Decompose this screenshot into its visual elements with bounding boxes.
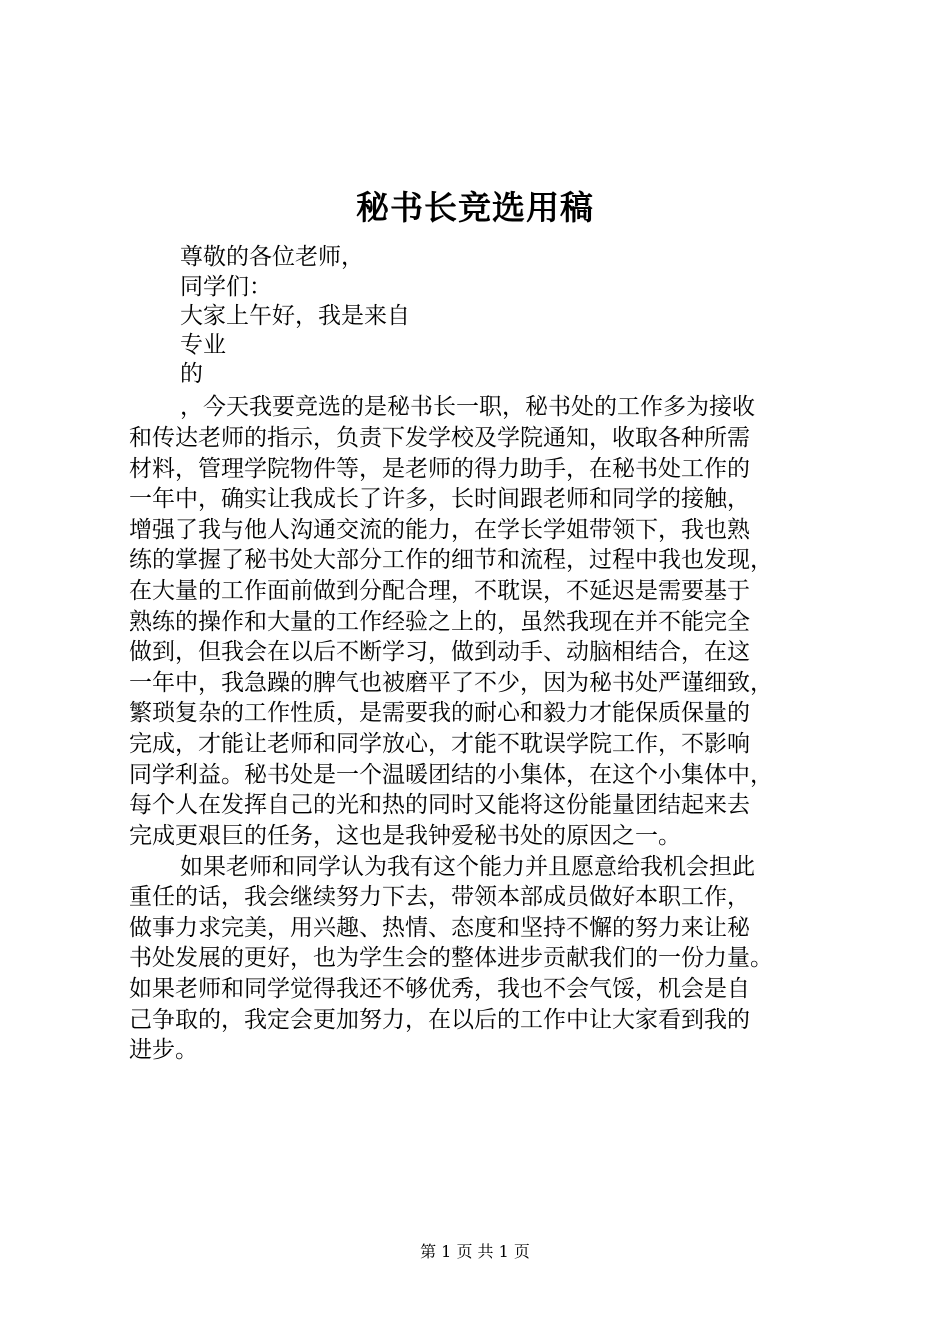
- paragraph1-line: ，今天我要竞选的是秘书长一职，秘书处的工作多为接收: [180, 394, 755, 420]
- paragraph1-line: 熟练的操作和大量的工作经验之上的，虽然我现在并不能完全: [129, 609, 750, 635]
- paragraph1-line: 繁琐复杂的工作性质，是需要我的耐心和毅力才能保质保量的: [129, 700, 750, 726]
- paragraph1-line: 一年中，我急躁的脾气也被磨平了不少，因为秘书处严谨细致，: [129, 670, 773, 696]
- greeting-line: 同学们：: [180, 274, 272, 300]
- paragraph2-line: 己争取的，我定会更加努力，在以后的工作中让大家看到我的: [129, 1007, 750, 1033]
- page-footer: 第 1 页 共 1 页: [420, 1242, 530, 1261]
- paragraph1-line: 增强了我与他人沟通交流的能力，在学长学姐带领下，我也熟: [129, 517, 750, 543]
- paragraph1-line: 和传达老师的指示，负责下发学校及学院通知，收取各种所需: [129, 425, 750, 451]
- paragraph1-line: 做到，但我会在以后不断学习，做到动手、动脑相结合，在这: [129, 639, 750, 665]
- paragraph1-line: 同学利益。秘书处是一个温暖团结的小集体，在这个小集体中，: [129, 762, 773, 788]
- paragraph1-line: 完成，才能让老师和同学放心，才能不耽误学院工作，不影响: [129, 731, 750, 757]
- paragraph2-line: 进步。: [129, 1037, 198, 1063]
- paragraph1-line: 一年中，确实让我成长了许多，长时间跟老师和同学的接触，: [129, 486, 750, 512]
- paragraph1-line: 完成更艰巨的任务，这也是我钟爱秘书处的原因之一。: [129, 823, 681, 849]
- paragraph2-line: 书处发展的更好，也为学生会的整体进步贡献我们的一份力量。: [129, 945, 773, 971]
- paragraph1-line: 每个人在发挥自己的光和热的同时又能将这份能量团结起来去: [129, 792, 750, 818]
- greeting-line: 的: [180, 361, 203, 387]
- paragraph2-line: 如果老师和同学认为我有这个能力并且愿意给我机会担此: [180, 854, 755, 880]
- greeting-line: 专业: [180, 332, 226, 358]
- paragraph2-line: 如果老师和同学觉得我还不够优秀，我也不会气馁，机会是自: [129, 976, 750, 1002]
- paragraph2-line: 做事力求完美，用兴趣、热情、态度和坚持不懈的努力来让秘: [129, 915, 750, 941]
- greeting-line: 尊敬的各位老师，: [180, 244, 364, 270]
- paragraph1-line: 材料，管理学院物件等，是老师的得力助手，在秘书处工作的: [129, 456, 750, 482]
- document-title: 秘书长竞选用稿: [356, 188, 594, 227]
- paragraph1-line: 在大量的工作面前做到分配合理，不耽误，不延迟是需要基于: [129, 578, 750, 604]
- paragraph1-line: 练的掌握了秘书处大部分工作的细节和流程，过程中我也发现，: [129, 547, 773, 573]
- paragraph2-line: 重任的话，我会继续努力下去，带领本部成员做好本职工作，: [129, 884, 750, 910]
- greeting-line: 大家上午好，我是来自: [180, 303, 410, 329]
